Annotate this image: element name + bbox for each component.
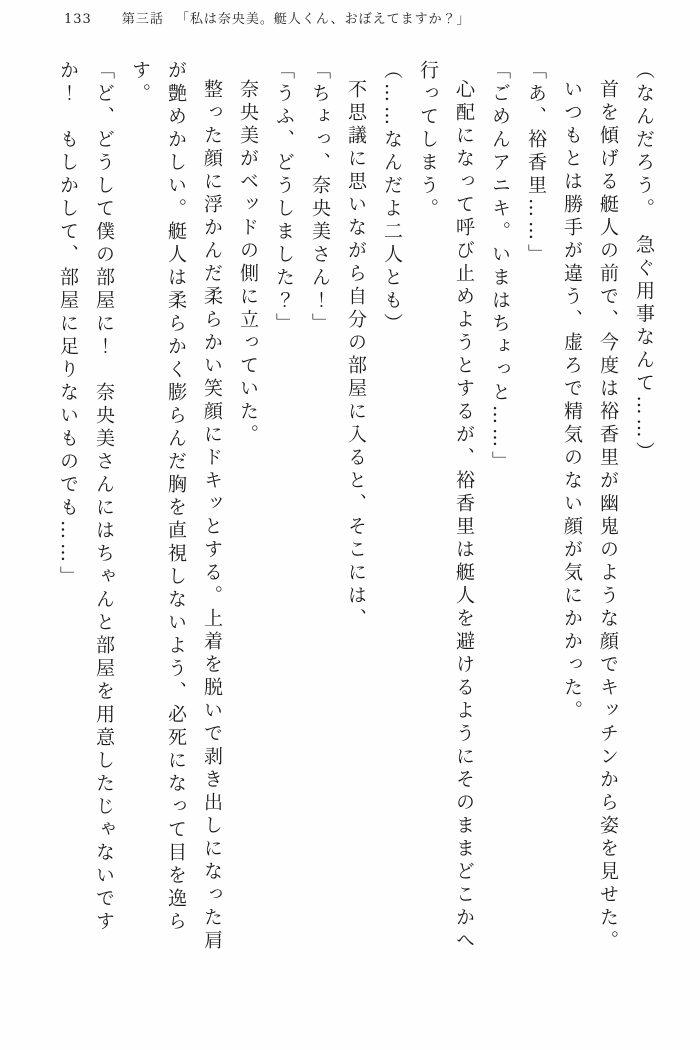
paragraph: 「ちょっ、奈央美さん！」 (309, 60, 331, 336)
paragraph: 「うふ、どうしました？」 (273, 60, 295, 336)
paragraph: 整った顔に浮かんだ柔らかい笑顔にドキッとする。上着を脱いで剥き出しになった肩が艶めかしい。艇人は柔らかく膨らんだ胸を直視しないよう、必死になって目を逸らす。 (129, 60, 223, 953)
paragraph: 「ごめんアニキ。いまはちょっと……」 (489, 60, 511, 474)
paragraph: 「あ、裕香里……」 (525, 60, 547, 267)
paragraph: 不思議に思いながら自分の部屋に入ると、そこには、 (345, 79, 367, 631)
paragraph: いつもとは勝手が違う、虚ろで精気のない顔が気にかかった。 (561, 79, 583, 723)
paragraph: 「ど、どうして僕の部屋に！ 奈央美さんにはちゃんと部屋を用意したじゃないですか！ もしかして、部屋に足りないものでも……」 (57, 60, 115, 934)
paragraph: （なんだろう。 急ぐ用事なんて……） (633, 60, 655, 465)
paragraph: 心配になって呼び止めようとするが、裕香里は艇人を避けるようにそのままどこかへ行ってしまう。 (417, 60, 475, 953)
paragraph: （……なんだよ二人とも） (381, 60, 403, 336)
chapter-title: 「私は奈央美。艇人くん、おぼえてますか？」 (175, 12, 471, 27)
novel-text-block (50, 60, 662, 956)
paragraph: 首を傾げる艇人の前で、今度は裕香里が幽鬼のような顔でキッチンから姿を見せた。 (597, 79, 619, 953)
paragraph: 奈央美がベッドの側に立っていた。 (237, 79, 259, 447)
page-header (64, 8, 471, 27)
page-number: 133 (64, 12, 92, 27)
chapter-label: 第三話 (121, 12, 164, 27)
